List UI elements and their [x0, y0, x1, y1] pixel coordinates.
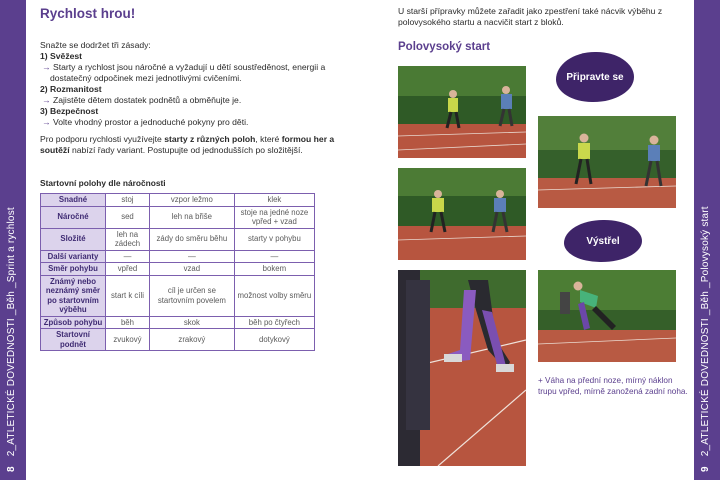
principles-block — [40, 40, 358, 128]
principle-bullet: → Volte vhodný prostor a jednoduché pokyny pro děti. — [42, 117, 358, 128]
shot-bubble — [564, 220, 642, 262]
para-emphasis: starty z různých poloh — [164, 134, 256, 144]
table-cell: — — [149, 250, 234, 263]
table-row — [41, 316, 315, 329]
table-cell: — — [106, 250, 150, 263]
row-label: Známý nebo neznámý směr po startovním výběhu — [41, 275, 106, 316]
para-emphasis: formou her a soutěží — [40, 134, 335, 155]
photo-crouch-start — [538, 270, 676, 362]
right-section-path: 2_ATLETICKÉ DOVEDNOSTI _Běh _Polovysoký start — [700, 206, 711, 457]
table-row — [41, 329, 315, 351]
right-intro: U starší přípravky můžete zařadit jako zpestření také nácvik výběhu z polovysokého startu a nacvičit start z bloků. — [398, 6, 663, 27]
table-cell: dotykový — [234, 329, 314, 351]
table-cell: — — [234, 250, 314, 263]
table-cell: leh na břiše — [149, 206, 234, 228]
table-cell: možnost volby směru — [234, 275, 314, 316]
table-row — [41, 194, 315, 207]
ready-set-label: Připravte se — [566, 71, 624, 83]
principle-heading: 1) Svěžest — [40, 51, 83, 61]
ready-set-bubble — [556, 52, 634, 102]
table-cell: start k cíli — [106, 275, 150, 316]
table-title: Startovní polohy dle náročnosti — [40, 178, 166, 188]
row-label: Další varianty — [41, 250, 106, 263]
left-page-number: 8 — [6, 466, 17, 472]
shot-label: Výstřel — [586, 235, 620, 247]
table-row — [41, 250, 315, 263]
table-cell: skok — [149, 316, 234, 329]
starts-paragraph — [40, 134, 340, 156]
row-label: Náročné — [41, 206, 106, 228]
right-sidebar-text — [700, 206, 711, 472]
photo-start-position — [398, 168, 526, 260]
left-sidebar — [0, 0, 26, 480]
principle-bullet: → Starty a rychlost jsou náročné a vyžadují u dětí soustředěnost, energii a dostatečný odpočinek mezi jednotlivými cvičeními. — [42, 62, 358, 84]
left-section-path: 2_ATLETICKÉ DOVEDNOSTI _Běh _Sprint a rychlost — [6, 207, 17, 457]
table-cell: stoj — [106, 194, 150, 207]
table-row — [41, 263, 315, 276]
principle-heading: 3) Bezpečnost — [40, 106, 99, 116]
para-text: , které — [255, 134, 282, 144]
photo-ready-set-1 — [398, 66, 526, 158]
para-text: Pro podporu rychlosti využívejte — [40, 134, 165, 144]
table-cell: leh na zádech — [106, 228, 150, 250]
table-cell: vzpor ležmo — [149, 194, 234, 207]
right-page-number: 9 — [700, 466, 711, 472]
table-row — [41, 275, 315, 316]
right-sidebar — [694, 0, 720, 480]
start-positions-table — [40, 193, 315, 351]
table-cell: zády do směru běhu — [149, 228, 234, 250]
principles-intro: Snažte se dodržet tři zásady: — [40, 40, 151, 50]
table-cell: sed — [106, 206, 150, 228]
table-cell: běh po čtyřech — [234, 316, 314, 329]
row-label: Snadné — [41, 194, 106, 207]
table-cell: cíl je určen se startovním povelem — [149, 275, 234, 316]
table-cell: běh — [106, 316, 150, 329]
table-cell: vzad — [149, 263, 234, 276]
table-cell: zrakový — [149, 329, 234, 351]
row-label: Složité — [41, 228, 106, 250]
table-cell: starty v pohybu — [234, 228, 314, 250]
photo-ready-set-2 — [538, 116, 676, 208]
table-cell: bokem — [234, 263, 314, 276]
row-label: Směr pohybu — [41, 263, 106, 276]
left-page — [40, 0, 358, 480]
page-title: Rychlost hrou! — [40, 6, 136, 21]
table-cell: stoje na jedné noze vpřed + vzad — [234, 206, 314, 228]
photo-legs-closeup — [398, 270, 526, 466]
table-row — [41, 228, 315, 250]
left-sidebar-text — [6, 207, 17, 472]
table-cell: zvukový — [106, 329, 150, 351]
table-row — [41, 206, 315, 228]
para-text: nabízí řady variant. Postupujte od jednodušších po složitější. — [69, 145, 303, 155]
row-label: Startovní podnět — [41, 329, 106, 351]
photo-caption: + Váha na přední noze, mírný náklon trupu vpřed, mírně zanožená zadní noha. — [538, 376, 688, 396]
right-page — [398, 0, 686, 480]
row-label: Způsob pohybu — [41, 316, 106, 329]
table-cell: klek — [234, 194, 314, 207]
principle-heading: 2) Rozmanitost — [40, 84, 102, 94]
principle-bullet: → Zajistěte dětem dostatek podnětů a obměňujte je. — [42, 95, 358, 106]
table-cell: vpřed — [106, 263, 150, 276]
section-subtitle: Polovysoký start — [398, 41, 491, 53]
